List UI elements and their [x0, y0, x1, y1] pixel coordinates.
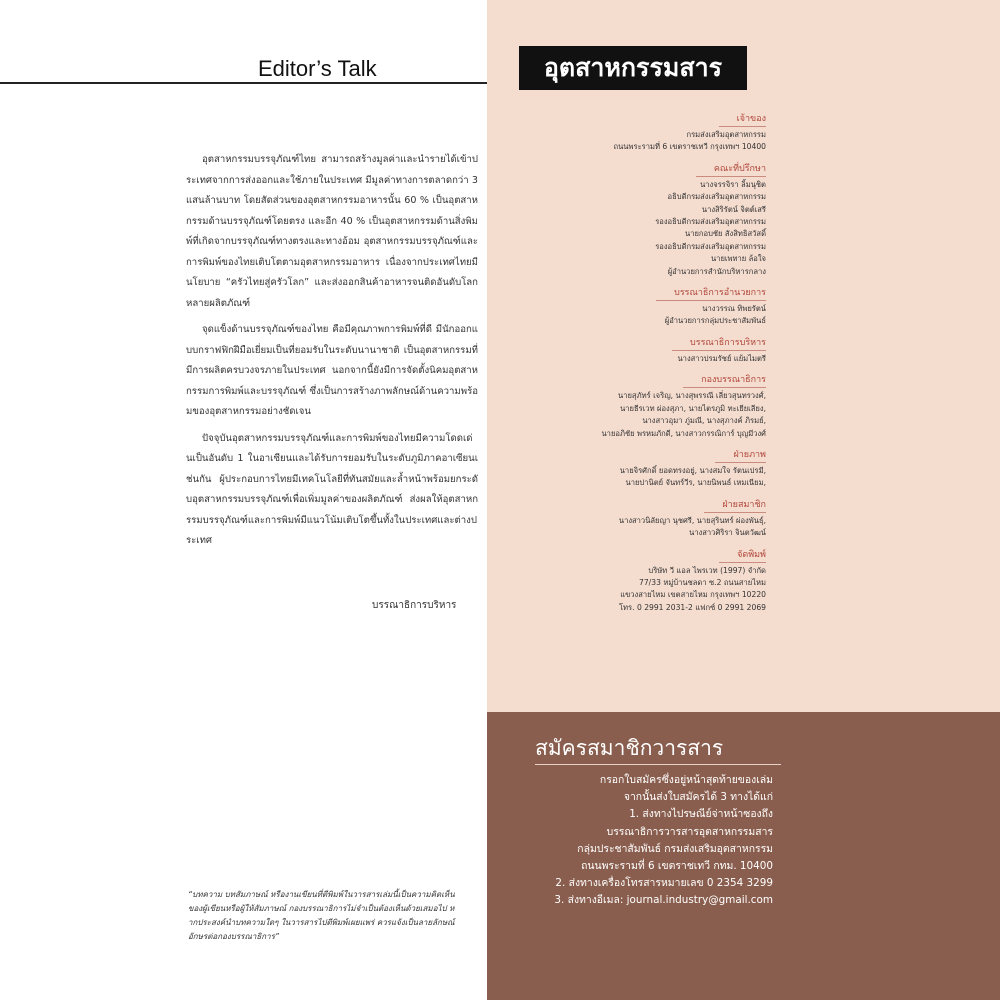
- title-divider: [0, 82, 487, 84]
- subscribe-line: 1. ส่งทางไปรษณีย์จ่าหน้าซองถึง: [629, 808, 773, 821]
- masthead-section-heading: บรรณาธิการบริหาร: [672, 336, 766, 351]
- masthead-line: รองอธิบดีกรมส่งเสริมอุตสาหกรรม: [655, 217, 766, 227]
- masthead-line: รองอธิบดีกรมส่งเสริมอุตสาหกรรม: [655, 241, 766, 251]
- masthead-line: นางจรรจิรา ลิ้มนุชิต: [700, 179, 766, 189]
- masthead-line: นางสาวปรมรัชย์ แย้มไมตรี: [677, 353, 766, 363]
- subscribe-line: 3. ส่งทางอีเมล: journal.industry@gmail.com: [554, 894, 773, 907]
- editor-signoff: บรรณาธิการบริหาร: [372, 600, 457, 611]
- subscribe-line: กรอกใบสมัครซึ่งอยู่หน้าสุดท้ายของเล่ม: [599, 774, 773, 786]
- masthead-section: [500, 498, 766, 540]
- masthead-section-heading: กองบรรณาธิการ: [683, 373, 766, 388]
- masthead-section-heading: ฝ่ายสมาชิก: [704, 498, 766, 513]
- masthead-section-heading: จัดพิมพ์: [719, 548, 766, 563]
- masthead-line: แขวงสายไหม เขตสายไหม กรุงเทพฯ 10220: [620, 590, 766, 600]
- masthead-section: [500, 373, 766, 440]
- editor-talk-title: Editor’s Talk: [258, 56, 377, 81]
- masthead-section: [500, 448, 766, 490]
- editor-talk-page: [0, 0, 487, 1000]
- editor-article: [186, 150, 478, 558]
- subscribe-divider: [535, 764, 781, 765]
- masthead-line: นายสุภัทร์ เจริญ, นางสุพรรณี เลี่ยวสุนทรวงศ์,: [618, 391, 766, 401]
- masthead-line: บริษัท วี แอล ไพรเวท (1997) จำกัด: [648, 565, 766, 575]
- masthead-section: [500, 112, 766, 154]
- masthead-section: [500, 336, 766, 365]
- masthead-line: นายกอบชัย สังสิทธิสวัสดิ์: [685, 229, 766, 239]
- masthead-line: นายจิรศักดิ์ ยอดทรงอยู่, นางสมใจ รัตนเปรมี,: [619, 465, 766, 475]
- masthead-credits: [500, 112, 766, 622]
- masthead-line: กรมส่งเสริมอุตสาหกรรม: [686, 130, 766, 139]
- subscribe-box: [487, 712, 1000, 1000]
- article-paragraph-3: ปัจจุบันอุตสาหกรรมบรรจุภัณฑ์และการพิมพ์ของไทยมีความโดดเด่นเป็นอันดับ 1 ในอาเซียนและได้รับการยอมรับในระดับภูมิภาคอาเซียนเช่นกัน ผู้ประกอบการไทยมีเทคโนโลยีที่ทันสมัยและล้ำหน้าพร้อมยกระดับอุตสาหกรรมบรรจุภัณฑ์เพื่อเพิ่มมูลค่าของผลิตภัณฑ์ ส่งผลให้อุตสาหกรรมบรรจุภัณฑ์และการพิมพ์มีแนวโน้มเติบโตขึ้นทั้งในประเทศและต่างประเทศ: [186, 432, 478, 546]
- subscribe-line: จากนั้นส่งใบสมัครได้ 3 ทางได้แก่: [623, 791, 773, 804]
- masthead-section-heading: คณะที่ปรึกษา: [696, 162, 766, 177]
- subscribe-line: บรรณาธิการวารสารอุตสาหกรรมสาร: [606, 825, 773, 838]
- masthead-section: [500, 162, 766, 278]
- masthead-line: นางวรรณ ทิพยรัตน์: [702, 304, 766, 314]
- masthead-section: [500, 548, 766, 615]
- masthead-line: ผู้อำนวยการกลุ่มประชาสัมพันธ์: [664, 316, 766, 326]
- masthead-line: นายอภิชัย พรหมภักดี, นางสาวกรรณิการ์ บุญมีวงศ์: [601, 428, 766, 438]
- masthead-line: นายธีรเวท ผ่องสุภา, นายไตรภูมิ ทะเยียเลียง,: [620, 403, 766, 413]
- masthead-line: 77/33 หมู่บ้านชลดา ซ.2 ถนนสายไหม: [639, 577, 766, 587]
- masthead-section-heading: เจ้าของ: [719, 112, 766, 127]
- article-paragraph-2: จุดแข็งด้านบรรจุภัณฑ์ของไทย คือมีคุณภาพการพิมพ์ที่ดี มีนักออกแบบกราฟฟิกฝีมือเยี่ยมเป็นที่ยอมรับในระดับนานาชาติ เป็นอุตสาหกรรมที่มีการผลิตครบวงจรภายในประเทศ นอกจากนี้ยังมีการจัดตั้งนิคมอุตสาหกรรมการพิมพ์และบรรจุภัณฑ์ ซึ่งเป็นการสร้างภาพลักษณ์ด้านความพร้อมของอุตสาหกรรมอย่างชัดเจน: [186, 324, 478, 417]
- subscribe-line: กลุ่มประชาสัมพันธ์ กรมส่งเสริมอุตสาหกรรม: [577, 842, 773, 855]
- masthead-line: ถนนพระรามที่ 6 เขตราชเทวี กรุงเทพฯ 10400: [613, 142, 766, 152]
- subscribe-title: สมัครสมาชิกวารสาร: [535, 737, 724, 760]
- masthead-line: นางสาวนิลัยญา นุชศรี, นายสุรินทร์ ผ่องพันธุ์,: [618, 515, 766, 525]
- masthead-line: นางสาวอุมา ภู่มณี, นางสุภางค์ ภิรมย์,: [642, 416, 766, 426]
- masthead-line: นายเพทาย ล้อใจ: [710, 254, 766, 264]
- magazine-title: อุตสาหกรรมสาร: [519, 46, 747, 90]
- masthead-line: อธิบดีกรมส่งเสริมอุตสาหกรรม: [667, 192, 766, 202]
- subscribe-instructions: [501, 772, 773, 910]
- masthead-section-heading: บรรณาธิการอำนวยการ: [656, 286, 766, 301]
- masthead-section-heading: ฝ่ายภาพ: [715, 448, 766, 463]
- masthead-line: นางสิริรัตน์ จิตต์เสรี: [701, 204, 766, 214]
- masthead-line: โทร. 0 2991 2031-2 แฟกซ์ 0 2991 2069: [618, 602, 766, 612]
- masthead-line: นางสาวศิริรา จินตวัฒน์: [689, 528, 766, 538]
- article-paragraph-1: อุตสาหกรรมบรรจุภัณฑ์ไทย สามารถสร้างมูลค่าและนำรายได้เข้าประเทศจากการส่งออกและใช้ภายในประเทศ มีมูลค่าทางการตลาดกว่า 3 แสนล้านบาท โดยสัดส่วนของอุตสาหกรรมอาหารนั้น 60 % เป็นอุตสาหกรรมด้านบรรจุภัณฑ์โดยตรง และอีก 40 % เป็นอุตสาหกรรมด้านสิ่งพิมพ์ที่เกิดจากบรรจุภัณฑ์ทางตรงและทางอ้อม อุตสาหกรรมบรรจุภัณฑ์และการพิมพ์ของไทยเติบโตตามอุตสาหกรรมอาหาร เนื่องจากประเทศไทยมีนโยบาย “ครัวไทยสู่ครัวโลก” และส่งออกสินค้าอาหารจนติดอันดับโลกหลายผลิตภัณฑ์: [186, 154, 478, 309]
- masthead-line: นายปานิตย์ จันทร์วีร, นายนิพนธ์ เหมเนียม,: [625, 478, 766, 488]
- masthead-section: [500, 286, 766, 328]
- masthead-line: ผู้อำนวยการสำนักบริหารกลาง: [667, 266, 766, 276]
- subscribe-line: ถนนพระรามที่ 6 เขตราชเทวี กทม. 10400: [581, 860, 773, 873]
- disclaimer-quote: “บทความ บทสัมภาษณ์ หรืองานเขียนที่ตีพิมพ์ในวารสารเล่มนี้เป็นความคิดเห็นของผู้เขียนหรือผู้ให้สัมภาษณ์ กองบรรณาธิการไม่จำเป็นต้องเห็นด้วยเสมอไป หากประสงค์นำบทความใดๆ ในวารสารไปตีพิมพ์เผยแพร่ ควรแจ้งเป็นลายลักษณ์อักษรต่อกองบรรณาธิการ”: [188, 890, 455, 941]
- subscribe-line: 2. ส่งทางเครื่องโทรสารหมายเลข 0 2354 3299: [555, 877, 773, 890]
